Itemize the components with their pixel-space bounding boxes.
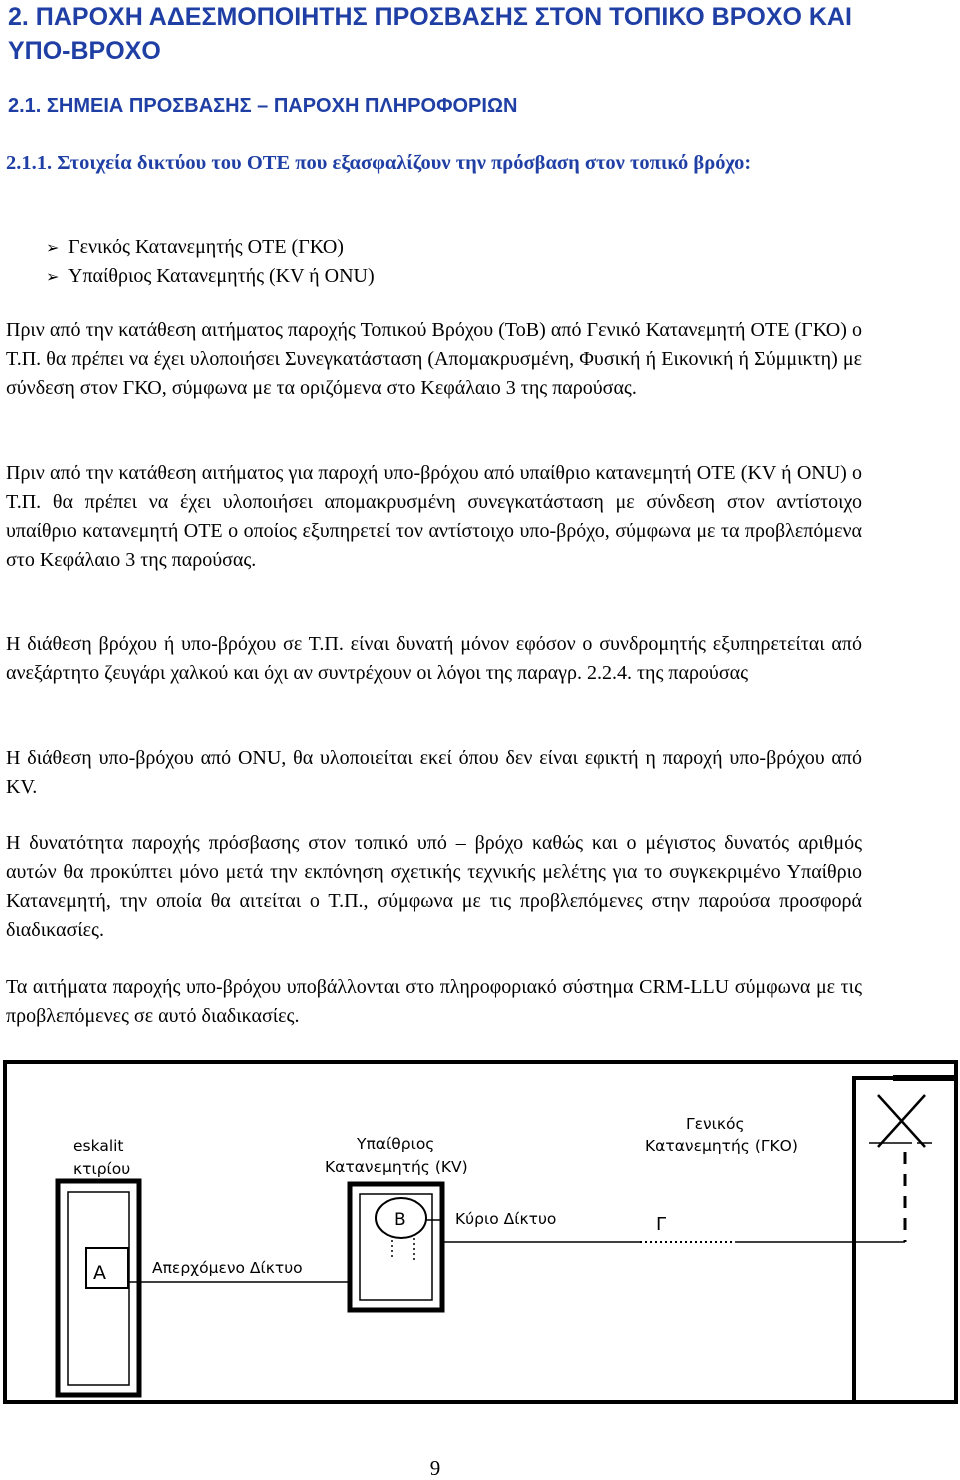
- page-number: 9: [429, 1456, 441, 1480]
- building-label: κτιρίου: [73, 1160, 131, 1178]
- bullet-item: [46, 233, 344, 262]
- diagram-frame: [5, 1062, 956, 1402]
- point-a-label: A: [93, 1262, 106, 1284]
- paragraph: Η διάθεση βρόχου ή υπο-βρόχου σε Τ.Π. είναι δυνατή μόνον εφόσον ο συνδρομητής εξυπηρετείται από ανεξάρτητο ζευγάρι χαλκού και όχι αν συντρέχουν οι λόγοι της παραγρ. 2.2.4. της παρούσας: [6, 633, 862, 684]
- section-heading: 2. ΠΑΡΟΧΗ ΑΔΕΣΜΟΠΟΙΗΤΗΣ ΠΡΟΣΒΑΣΗΣ ΣΤΟΝ ΤΟΠΙΚΟ ΒΡΟΧΟ ΚΑΙ ΥΠΟ-ΒΡΟΧΟ: [8, 3, 852, 65]
- gko-label: Κατανεμητής (ΓΚΟ): [645, 1137, 798, 1155]
- outgoing-network-label: Απερχόμενο Δίκτυο: [152, 1259, 303, 1277]
- bullet-item: [46, 262, 375, 291]
- point-b-label: B: [394, 1210, 406, 1230]
- point-g-label: Γ: [656, 1214, 667, 1235]
- network-diagram: [0, 1050, 960, 1430]
- main-network-label: Κύριο Δίκτυο: [455, 1210, 557, 1228]
- paragraph: Η διάθεση υπο-βρόχου από ONU, θα υλοποιείται εκεί όπου δεν είναι εφικτή η παροχή υπο-βρόχου από KV.: [6, 747, 862, 798]
- paragraph: Πριν από την κατάθεση αιτήματος παροχής Τοπικού Βρόχου (ΤοΒ) από Γενικό Κατανεμητή ΟΤΕ (ΓΚΟ) ο Τ.Π. θα πρέπει να έχει υλοποιήσει Συνεγκατάσταση (Απομακρυσμένη, Φυσική ή Εικονική ή Σύμμικτη) με σύνδεση στον ΓΚΟ, σύμφωνα με τα οριζόμενα στο Κεφάλαιο 3 της παρούσας.: [6, 319, 862, 399]
- gko-label: Γενικός: [686, 1115, 745, 1133]
- arrow-bullet-icon: ➢: [46, 238, 60, 257]
- bullet-text: Υπαίθριος Κατανεμητής (KV ή ONU): [68, 265, 375, 287]
- paragraph: Τα αιτήματα παροχής υπο-βρόχου υποβάλλονται στο πληροφοριακό σύστημα CRM-LLU σύμφωνα με τις προβλεπόμενες σε αυτό διαδικασίες.: [6, 976, 862, 1027]
- arrow-bullet-icon: ➢: [46, 267, 60, 286]
- paragraph: Η δυνατότητα παροχής πρόσβασης στον τοπικό υπό – βρόχο καθώς και ο μέγιστος δυνατός αριθμός αυτών θα προκύπτει μόνο μετά την εκπόνηση σχετικής τεχνικής μελέτης για το συγκεκριμένο Υπαίθριο Κατανεμητή, την οποία θα αιτείται ο Τ.Π., σύμφωνα με τις προβλεπόμενες στην παρούσα προσφορά διαδικασίες.: [6, 832, 862, 941]
- subsubsection-heading: 2.1.1. Στοιχεία δικτύου του ΟΤΕ που εξασφαλίζουν την πρόσβαση στον τοπικό βρόχο:: [6, 152, 752, 174]
- paragraph: Πριν από την κατάθεση αιτήματος για παροχή υπο-βρόχου από υπαίθριο κατανεμητή ΟΤΕ (KV ή ONU) ο Τ.Π. θα πρέπει να έχει υλοποιήσει απομακρυσμένη συνεγκατάσταση με σύνδεση στον αντίστοιχο υπαίθριο κατανεμητή ΟΤΕ ο οποίος εξυπηρετεί τον αντίστοιχο υπο-βρόχο, σύμφωνα με τα προβλεπόμενα στο Κεφάλαιο 3 της παρούσας.: [6, 462, 862, 571]
- bullet-text: Γενικός Κατανεμητής ΟΤΕ (ΓΚΟ): [68, 236, 344, 258]
- kv-label: Υπαίθριος: [357, 1135, 435, 1153]
- subsection-heading: 2.1. ΣΗΜΕΙΑ ΠΡΟΣΒΑΣΗΣ – ΠΑΡΟΧΗ ΠΛΗΡΟΦΟΡΙΩΝ: [8, 95, 518, 117]
- building-label: eskalit: [73, 1137, 124, 1155]
- kv-label: Κατανεμητής (KV): [325, 1158, 468, 1176]
